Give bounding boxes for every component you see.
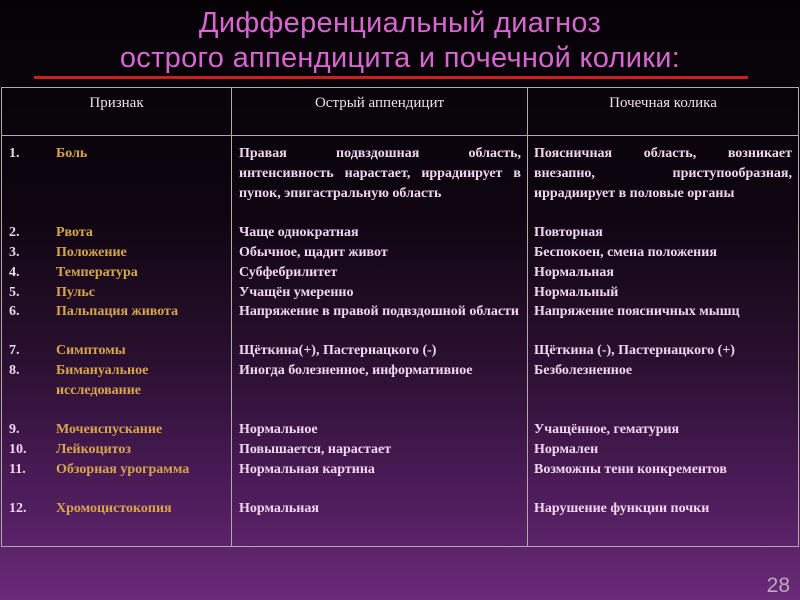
renal-colic-cell: Поясничная область, возникает внезапно, приступообразная, иррадиирует в половые органы <box>534 146 792 201</box>
renal-colic-cell: Напряжение поясничных мышц <box>534 304 740 319</box>
appendicitis-cell: Чаще однократная <box>239 225 359 240</box>
renal-colic-cell: Нормален <box>534 442 599 457</box>
sign-label: Мочеиспускание <box>56 422 163 437</box>
renal-colic-cell: Нормальная <box>534 265 614 280</box>
sign-number: 5. <box>9 285 20 300</box>
sign-number: 2. <box>9 225 20 240</box>
renal-colic-cell: Учащённое, гематурия <box>534 422 680 437</box>
renal-colic-cell: Возможны тени конкрементов <box>534 462 727 477</box>
table-header-row <box>2 88 799 136</box>
sign-label: Лейкоцитоз <box>56 442 131 457</box>
renal-colic-cell: Нормальный <box>534 285 619 300</box>
sign-number: 12. <box>9 501 27 516</box>
sign-label: Положение <box>56 245 127 260</box>
table-body-row <box>2 136 799 547</box>
page-number: 28 <box>766 574 790 597</box>
renal-colic-cell: Нарушение функции почки <box>534 501 710 516</box>
sign-label: Симптомы <box>56 343 126 358</box>
appendicitis-cell: Обычное, щадит живот <box>239 245 388 260</box>
sign-number: 1. <box>9 146 20 161</box>
appendicitis-cell: Повышается, нарастает <box>239 442 392 457</box>
appendicitis-cell: Субфебрилитет <box>239 265 338 280</box>
sign-label: Температура <box>56 265 138 280</box>
appendicitis-cell: Напряжение в правой подвздошной области <box>239 304 519 319</box>
title-line-1: Дифференциальный диагноз <box>198 7 602 39</box>
header-renal-colic: Почечная колика <box>528 88 799 136</box>
appendicitis-column <box>232 136 528 547</box>
appendicitis-cell: Щёткина(+), Пастернацкого (-) <box>239 343 437 358</box>
sign-label: Бимануальное исследование <box>56 363 149 398</box>
appendicitis-cell: Нормальная картина <box>239 462 375 477</box>
slide-title <box>0 6 800 76</box>
header-sign: Признак <box>2 88 232 136</box>
appendicitis-cell: Нормальное <box>239 422 318 437</box>
sign-label: Пульс <box>56 285 96 300</box>
title-line-2: острого аппендицита и почечной колики: <box>119 42 681 74</box>
sign-label: Рвота <box>56 225 93 240</box>
sign-number: 3. <box>9 245 20 260</box>
sign-label: Боль <box>56 146 88 161</box>
sign-column <box>2 136 232 547</box>
title-underline <box>34 76 748 79</box>
appendicitis-cell: Нормальная <box>239 501 319 516</box>
sign-number: 4. <box>9 265 20 280</box>
sign-number: 9. <box>9 422 20 437</box>
header-appendicitis: Острый аппендицит <box>232 88 528 136</box>
sign-label: Хромоцистокопия <box>56 501 172 516</box>
sign-number: 7. <box>9 343 20 358</box>
comparison-table <box>1 87 799 547</box>
renal-colic-cell: Щёткина (-), Пастернацкого (+) <box>534 343 735 358</box>
renal-colic-cell: Повторная <box>534 225 603 240</box>
renal-colic-cell: Беспокоен, смена положения <box>534 245 717 260</box>
sign-number: 10. <box>9 442 27 457</box>
sign-number: 11. <box>9 462 26 477</box>
appendicitis-cell: Правая подвздошная область, интенсивность нарастает, иррадиирует в пупок, эпигастральную область <box>239 146 521 201</box>
sign-number: 8. <box>9 363 20 378</box>
sign-number: 6. <box>9 304 20 319</box>
sign-label: Обзорная урограмма <box>56 462 190 477</box>
appendicitis-cell: Учащён умеренно <box>239 285 354 300</box>
appendicitis-cell: Иногда болезненное, информативное <box>239 363 473 378</box>
sign-label: Пальпация живота <box>56 304 179 319</box>
renal-colic-cell: Безболезненное <box>534 363 633 378</box>
renal-colic-column <box>528 136 799 547</box>
